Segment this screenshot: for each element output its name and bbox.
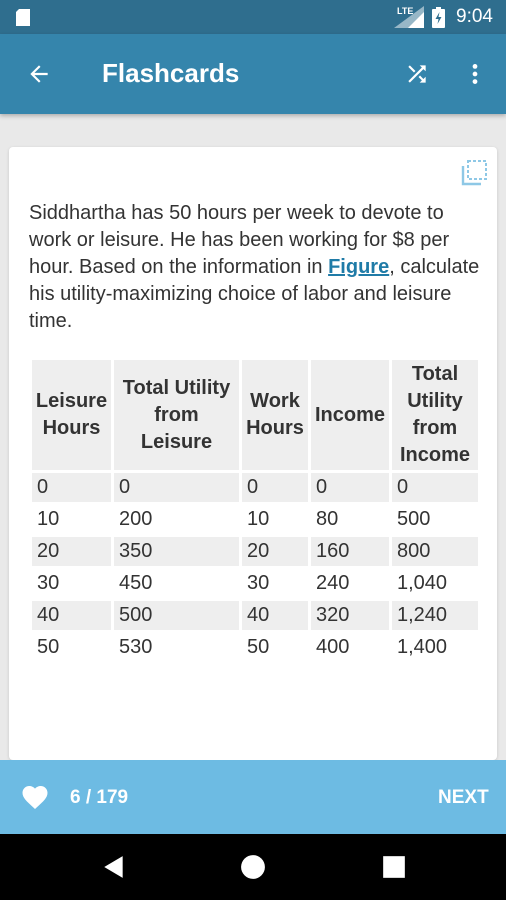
table-cell: 1,240 [392, 601, 478, 630]
table-cell: 10 [37, 508, 60, 530]
table-row [32, 537, 478, 566]
table-cell: 160 [311, 537, 389, 566]
question-after: , calculate his utility-maximizing choice of labor and leisure time. [29, 256, 480, 332]
shuffle-icon[interactable] [404, 61, 430, 87]
status-bar [0, 0, 506, 34]
table-header-row [32, 360, 478, 470]
table-row [32, 473, 478, 502]
table-cell: 530 [119, 636, 153, 658]
clock: 9:04 [456, 6, 493, 27]
more-vert-icon[interactable] [462, 60, 488, 88]
arrow-back-icon[interactable] [26, 61, 52, 87]
card-counter: 6 / 179 [70, 787, 129, 808]
nav-home-icon[interactable] [240, 854, 266, 880]
table-cell: 40 [242, 601, 308, 630]
table-cell: 1,040 [397, 572, 448, 594]
figure-link[interactable]: Figure [328, 256, 390, 278]
table-cell: 320 [311, 601, 389, 630]
table-cell: 50 [247, 636, 270, 658]
table-cell: 450 [119, 572, 153, 594]
question-before: Siddhartha has 50 hours per week to devote to work or leisure. He has been working for $8 per hour. Based on the information in [29, 202, 450, 278]
table-cell: 10 [247, 508, 270, 530]
next-button[interactable]: NEXT [438, 787, 489, 808]
table-header: Total Utility from Income [392, 360, 478, 470]
app-bar [0, 34, 506, 114]
table-cell: 20 [32, 537, 111, 566]
nav-back-icon[interactable] [101, 854, 127, 880]
question-text [29, 200, 481, 335]
table-cell: 500 [114, 601, 239, 630]
table-cell: 400 [316, 636, 350, 658]
bottom-bar [0, 760, 506, 834]
table-cell: 0 [114, 473, 239, 502]
table-cell: 1,400 [397, 636, 448, 658]
table-header: Total Utility from Leisure [114, 360, 239, 470]
sd-card-icon [16, 9, 30, 26]
table-row [32, 601, 478, 630]
table-cell: 500 [397, 508, 431, 530]
table-cell: 0 [311, 473, 389, 502]
table-cell: 30 [37, 572, 60, 594]
table-cell: 50 [37, 636, 60, 658]
battery-charging-icon [432, 7, 445, 28]
table-cell: 0 [242, 473, 308, 502]
flashcard[interactable] [9, 147, 497, 760]
table-cell: 30 [247, 572, 270, 594]
table-cell: 200 [119, 508, 153, 530]
nav-recents-icon[interactable] [381, 854, 407, 880]
table-cell: 350 [114, 537, 239, 566]
utility-table [29, 357, 481, 665]
heart-icon[interactable] [20, 782, 50, 810]
table-cell: 80 [316, 508, 339, 530]
table-header: Work Hours [242, 360, 308, 470]
table-cell: 0 [392, 473, 478, 502]
table-header: Income [311, 360, 389, 470]
table-header: Leisure Hours [32, 360, 111, 470]
network-type: LTE [397, 6, 414, 16]
table-cell: 0 [32, 473, 111, 502]
table-cell: 20 [242, 537, 308, 566]
table-cell: 240 [316, 572, 350, 594]
table-row [32, 633, 478, 662]
table-cell: 40 [32, 601, 111, 630]
table-cell: 800 [392, 537, 478, 566]
table-row [32, 505, 478, 534]
table-row [32, 569, 478, 598]
system-nav-bar [0, 834, 506, 900]
copy-icon[interactable] [460, 159, 488, 187]
page-title: Flashcards [102, 58, 240, 88]
